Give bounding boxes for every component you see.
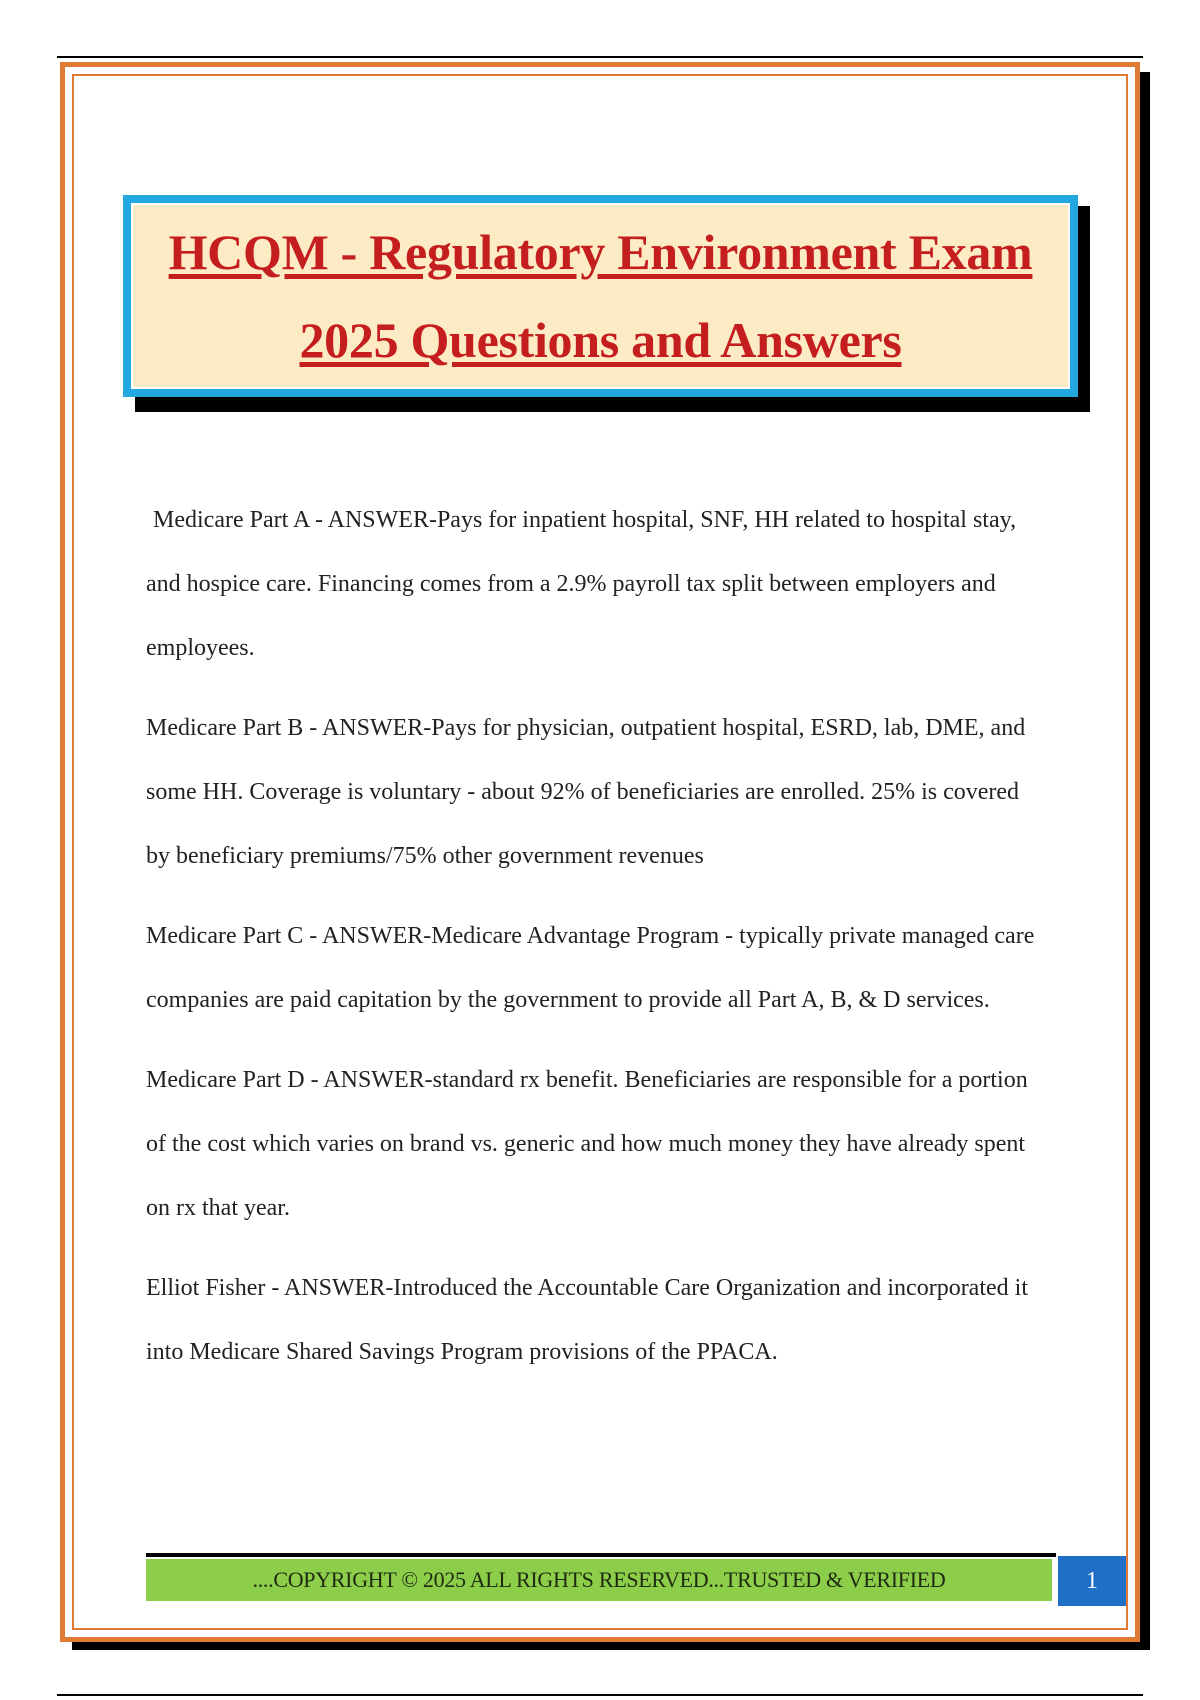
bottom-rule (57, 1694, 1143, 1696)
title-box (123, 195, 1078, 397)
qa-separator: - (304, 1067, 324, 1093)
qa-answer: ANSWER-standard rx benefit. Beneficiaries are responsible for a portion of the cost which varies on brand vs. generic and how much money they have already spent on rx that year. (146, 1067, 1028, 1221)
qa-term: Elliot Fisher (146, 1275, 266, 1301)
qa-separator: - (303, 923, 322, 949)
qa-separator: - (265, 1275, 285, 1301)
qa-separator: - (303, 715, 322, 741)
document-title-line-2: 2025 Questions and Answers (299, 312, 902, 368)
qa-entry-part-b (146, 696, 1046, 888)
qa-entry-part-d (146, 1048, 1046, 1240)
top-rule (57, 56, 1143, 58)
footer-rule (146, 1553, 1056, 1557)
qa-term: Medicare Part D (146, 1067, 305, 1093)
copyright-footer: ....COPYRIGHT © 2025 ALL RIGHTS RESERVED...TRUSTED & VERIFIED (146, 1559, 1052, 1601)
qa-answer: ANSWER-Medicare Advantage Program - typically private managed care companies are paid capitation by the government to provide all Part A, B, & D services. (146, 923, 1035, 1013)
qa-answer: ANSWER-Introduced the Accountable Care Organization and incorporated it into Medicare Shared Savings Program provisions of the PPACA. (146, 1275, 1028, 1365)
title-box-inner (131, 203, 1070, 389)
qa-term: Medicare Part C (146, 923, 304, 949)
qa-entry-part-a (146, 488, 1046, 680)
page-number: 1 (1058, 1556, 1126, 1606)
qa-entry-elliot-fisher (146, 1256, 1046, 1384)
qa-answer: ANSWER-Pays for physician, outpatient hospital, ESRD, lab, DME, and some HH. Coverage is voluntary - about 92% of beneficiaries are enrolled. 25% is covered by beneficiary premiums/75% other government revenues (146, 715, 1026, 869)
qa-content (146, 488, 1046, 1400)
qa-term: Medicare Part B (146, 715, 304, 741)
qa-term: Medicare Part A (153, 507, 309, 533)
qa-answer: ANSWER-Pays for inpatient hospital, SNF, HH related to hospital stay, and hospice care. Financing comes from a 2.9% payroll tax split between employers and employees. (146, 507, 1017, 661)
qa-entry-part-c (146, 904, 1046, 1032)
qa-separator: - (308, 507, 328, 533)
document-title-line-1: HCQM - Regulatory Environment Exam (168, 224, 1033, 280)
